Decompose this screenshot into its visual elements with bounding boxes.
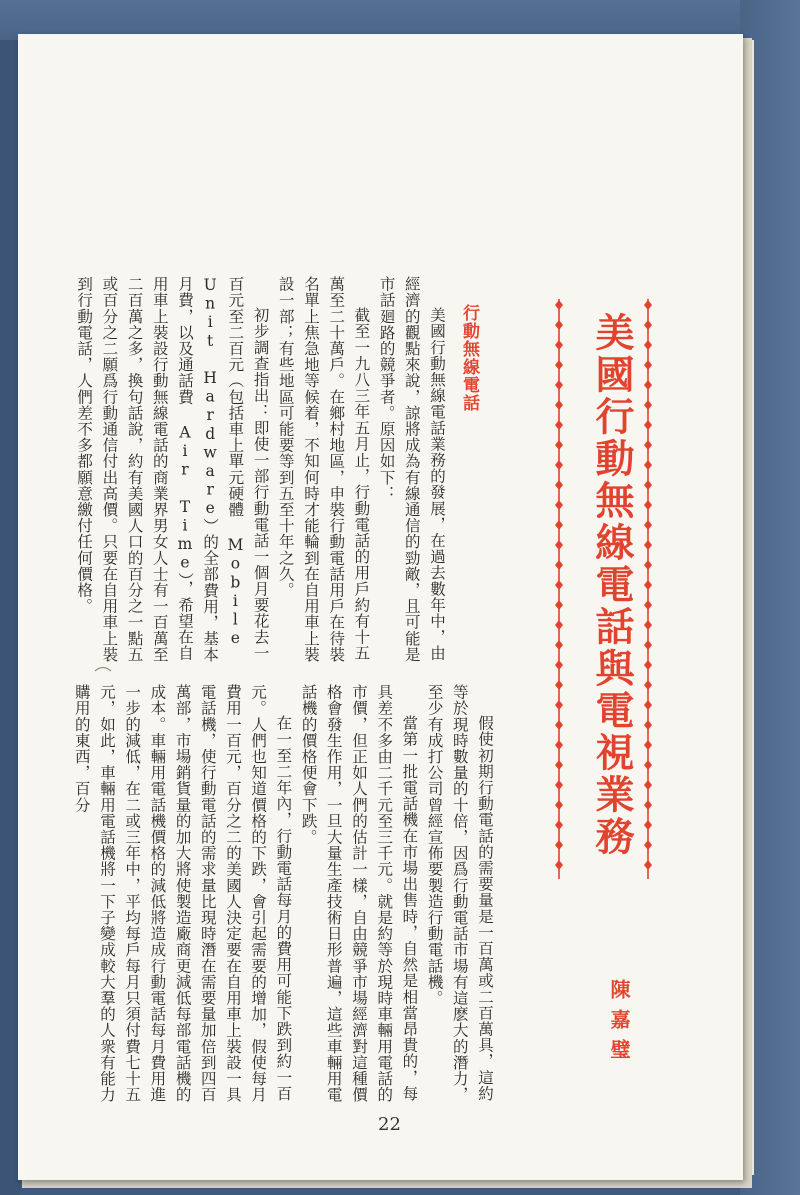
ornament-diamond: [555, 460, 563, 470]
ornament-diamond: [555, 680, 563, 690]
ornament-diamond: [644, 300, 652, 310]
page-number: 22: [378, 1114, 401, 1135]
ornament-diamond: [644, 660, 652, 670]
title-border-left: [553, 299, 565, 879]
ornament-diamond: [644, 640, 652, 650]
ornament-diamond: [555, 600, 563, 610]
ornament-diamond: [555, 580, 563, 590]
ornament-diamond: [644, 520, 652, 530]
ornament-diamond: [644, 840, 652, 850]
ornament-diamond: [644, 560, 652, 570]
paragraph: 在一至二年內，行動電話每月的費用可能下跌到約一百元。人們也知道價格的下跌，會引起需要的增加，假使每月費用一百元，百分之二的美國人決定要在自用車上裝設一具電話機，使行動電話的需求量比現時潛在需要量加倍到四百萬部，市場銷貨量的加大將使製造廠商更減低每部電話機的成本。車輛用電話機價格的減低將造成行動電話每月費用進一步的減低，在二或三年中，平均每戶每月只須付費七十五元，如此，車輛用電話機將一下子變成較大羣的人衆有能力購用的東西，百分: [72, 684, 293, 1103]
ornament-diamond: [555, 380, 563, 390]
ornament-diamond: [644, 340, 652, 350]
upper-text-block: [75, 276, 449, 666]
ornament-diamond: [644, 460, 652, 470]
paragraph: 假使初期行動電話的需要量是一百萬或二百萬具，這約等於現時數量的十倍，因爲行動電話市場有這麽大的潛力，至少有成打公司曾經宣佈要製造行動電話機。: [425, 684, 494, 1103]
ornament-diamond: [555, 540, 563, 550]
ornament-diamond: [555, 360, 563, 370]
ornament-diamond: [555, 820, 563, 830]
ornament-diamond: [644, 400, 652, 410]
ornament-diamond: [644, 320, 652, 330]
paragraph: 初步調查指出：即使一部行動電話一個月要花去一百元至二百元（包括車上單元硬體 Mobile Unit Hardware）的全部費用，基本月費，以及通話費 Air Time），希望在自用車上裝設行動無線電話的商業界男女人士有一百萬至二百萬之多，換句話說，約有美國人口的百分之一點五或百分之二願爲行動通信付出高價。只要在自用車上裝到行動電話，人們差不多都願意繳付任何價格。: [75, 276, 270, 663]
book-cover-left: [0, 0, 20, 1195]
ornament-diamond: [644, 620, 652, 630]
ornament-diamond: [555, 400, 563, 410]
ornament-diamond: [555, 560, 563, 570]
ornament-diamond: [644, 360, 652, 370]
section-heading: 行動無線電話: [459, 304, 479, 412]
ornament-diamond: [644, 860, 652, 870]
ornament-diamond: [555, 500, 563, 510]
ornament-diamond: [555, 760, 563, 770]
article-title: 美國行動無線電話與電視業務: [589, 312, 634, 858]
article-author: 陳嘉璧: [607, 979, 631, 1069]
ornament-diamond: [555, 320, 563, 330]
ornament-diamond: [644, 600, 652, 610]
separator-mark: [93, 664, 113, 678]
ornament-diamond: [644, 500, 652, 510]
lower-text-block: [72, 684, 497, 1116]
ornament-diamond: [644, 440, 652, 450]
ornament-diamond: [644, 700, 652, 710]
ornament-diamond: [555, 340, 563, 350]
ornament-diamond: [555, 860, 563, 870]
ornament-diamond: [644, 420, 652, 430]
ornament-diamond: [644, 800, 652, 810]
ornament-diamond: [644, 380, 652, 390]
book-page: [18, 34, 743, 1180]
ornament-diamond: [555, 740, 563, 750]
ornament-diamond: [555, 440, 563, 450]
ornament-diamond: [644, 760, 652, 770]
ornament-diamond: [644, 580, 652, 590]
ornament-diamond: [555, 720, 563, 730]
ornament-diamond: [644, 480, 652, 490]
paragraph: 截至一九八三年五月止，行動電話的用戶約有十五萬至二十萬戶。在鄉村地區，申裝行動電話用戶在待裝名單上焦急地等候着，不知何時才能輪到在自用車上裝設一部；有些地區可能要等到五至十年之久。: [276, 276, 371, 663]
ornament-diamond: [555, 620, 563, 630]
ornament-diamond: [555, 780, 563, 790]
paragraph: 當第一批電話機在市場出售時，自然是相當昂貴的，每具差不多由二千元至三千元。就是約等於現時車輛用電話的市價，但正如人們的估計一樣，自由競爭市場經濟對這種價格會發生作用，一旦大量生產技術日形普遍，這些車輛用電話機的價格便會下跌。: [299, 684, 419, 1103]
title-border-right: [642, 299, 654, 879]
ornament-diamond: [644, 680, 652, 690]
ornament-diamond: [644, 780, 652, 790]
ornament-diamond: [555, 660, 563, 670]
ornament-diamond: [644, 540, 652, 550]
ornament-diamond: [555, 800, 563, 810]
ornament-diamond: [555, 420, 563, 430]
ornament-diamond: [555, 840, 563, 850]
ornament-diamond: [644, 740, 652, 750]
ornament-diamond: [644, 720, 652, 730]
ornament-diamond: [555, 700, 563, 710]
paragraph: 美國行動無線電話業務的發展，在過去數年中，由經濟的觀點來說，諒將成為有線通信的勁敵，且可能是市話廻路的競爭者。原因如下：: [377, 276, 446, 663]
ornament-diamond: [555, 520, 563, 530]
ornament-diamond: [555, 480, 563, 490]
ornament-diamond: [644, 820, 652, 830]
ornament-diamond: [555, 640, 563, 650]
ornament-diamond: [555, 300, 563, 310]
